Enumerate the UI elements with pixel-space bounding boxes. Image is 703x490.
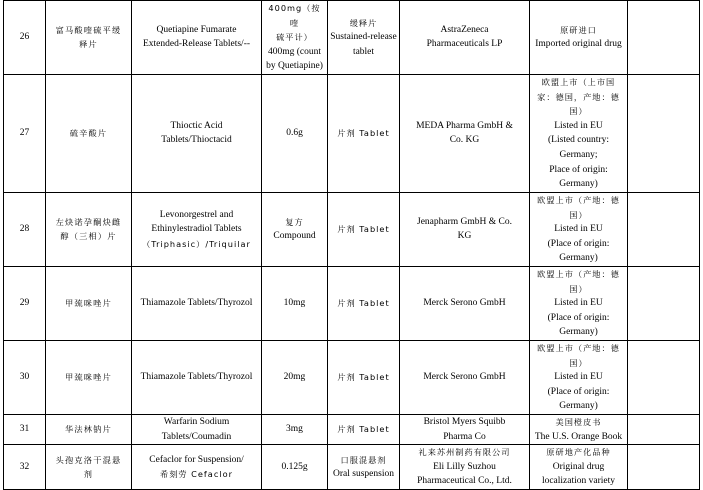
dosage-form-cell (328, 192, 400, 266)
specification-cell (262, 266, 328, 340)
drug-name-english-line: Extended-Release Tablets/-- (142, 39, 251, 50)
dosage-form-line: 缓释片 (349, 17, 378, 28)
specification-line: 400mg (count (267, 46, 322, 57)
license-holder-cell (400, 445, 530, 490)
drug-name-chinese-line: 富马酸喹硫平缓 (55, 24, 122, 35)
drug-name-english-cell (132, 414, 262, 444)
dosage-form-cell (328, 74, 400, 192)
listing-origin-cell (530, 1, 628, 75)
listing-origin-line: Original drug (552, 461, 605, 472)
remark-cell (628, 266, 700, 340)
listing-origin-line: (Listed country: (548, 135, 609, 146)
table-row (4, 1, 700, 75)
drug-name-english-cell (132, 1, 262, 75)
drug-name-chinese-cell (46, 192, 132, 266)
listing-origin-line: 欧盟上市（产地：德 (537, 268, 620, 279)
listing-origin-line: Place of origin: (549, 164, 608, 175)
row-number-cell: 29 (4, 266, 46, 340)
listing-origin-line: 欧盟上市（产地：德 (537, 194, 620, 205)
license-holder-cell (400, 192, 530, 266)
dosage-form-cell (328, 340, 400, 414)
license-holder-line: Merck Serono GmbH (423, 372, 506, 383)
dosage-form-line: Sustained-release (330, 32, 397, 43)
listing-origin-line: Listed in EU (554, 120, 603, 131)
license-holder-line: MEDA Pharma GmbH & (416, 120, 513, 131)
license-holder-line: Merck Serono GmbH (423, 298, 506, 309)
drug-name-english-line: Ethinylestradiol Tablets (151, 224, 242, 235)
listing-origin-line: 原研地产化品种 (546, 447, 611, 458)
table-row (4, 414, 700, 444)
listing-origin-line: Listed in EU (554, 224, 603, 235)
listing-origin-cell (530, 192, 628, 266)
listing-origin-line: Imported original drug (535, 39, 622, 50)
dosage-form-line: 片剂 Tablet (337, 224, 390, 235)
license-holder-cell (400, 1, 530, 75)
listing-origin-line: 国） (569, 283, 588, 294)
license-holder-line: Co. KG (449, 135, 480, 146)
row-number-cell: 28 (4, 192, 46, 266)
specification-line: 10mg (283, 298, 306, 309)
listing-origin-line: (Place of origin: (547, 312, 610, 323)
drug-name-english-line: Tablets/Thioctacid (161, 135, 232, 146)
specification-line: 复方 (285, 216, 304, 227)
listing-origin-line: 欧盟上市（产地：德 (537, 342, 620, 353)
listing-origin-cell (530, 74, 628, 192)
listing-origin-line: Germany) (559, 401, 598, 412)
listing-origin-cell (530, 445, 628, 490)
specification-line: 0.125g (281, 461, 308, 472)
listing-origin-line: 美国橙皮书 (555, 416, 602, 427)
drug-name-english-cell (132, 192, 262, 266)
row-number-cell: 32 (4, 445, 46, 490)
row-number-cell: 30 (4, 340, 46, 414)
remark-cell (628, 414, 700, 444)
specification-cell (262, 1, 328, 75)
license-holder-line: KG (457, 231, 472, 242)
specification-line: 20mg (283, 372, 306, 383)
remark-cell (628, 1, 700, 75)
drug-name-english-cell (132, 340, 262, 414)
table-row (4, 266, 700, 340)
license-holder-cell (400, 266, 530, 340)
drug-name-chinese-line: 剂 (83, 469, 94, 480)
drug-name-chinese-cell (46, 266, 132, 340)
drug-name-chinese-line: 释片 (79, 39, 98, 50)
dosage-form-line: tablet (352, 46, 375, 57)
listing-origin-line: (Place of origin: (547, 386, 610, 397)
drug-name-english-line: Cefaclor for Suspension/ (149, 454, 244, 465)
drug-name-english-cell (132, 266, 262, 340)
row-number-cell: 26 (4, 1, 46, 75)
listing-origin-line: (Place of origin: (547, 238, 610, 249)
specification-line: 0.6g (286, 128, 303, 139)
dosage-form-line: 片剂 Tablet (337, 372, 390, 383)
license-holder-line: Jenapharm GmbH & Co. (417, 216, 512, 227)
table-body (4, 1, 700, 490)
drug-name-chinese-line: 左炔诺孕酮炔雌 (55, 216, 122, 227)
specification-cell (262, 340, 328, 414)
table-row (4, 192, 700, 266)
drug-name-english-cell (132, 445, 262, 490)
dosage-form-line: 片剂 Tablet (337, 128, 390, 139)
license-holder-cell (400, 340, 530, 414)
dosage-form-line: 片剂 Tablet (337, 424, 390, 435)
dosage-form-line: 口服混悬剂 (340, 454, 387, 465)
license-holder-line: Pharmaceuticals LP (426, 39, 503, 50)
listing-origin-line: 国） (569, 209, 588, 220)
drug-name-chinese-line: 醇（三相）片 (60, 231, 117, 242)
dosage-form-line: Oral suspension (333, 469, 394, 480)
listing-origin-line: 家：德国，产地：德 (537, 91, 620, 102)
drug-name-chinese-line: 头孢克洛干混悬 (55, 454, 122, 465)
drug-name-english-cell (132, 74, 262, 192)
listing-origin-line: Germany) (559, 179, 598, 190)
specification-cell (262, 414, 328, 444)
drug-name-english-line: Thiamazole Tablets/Thyrozol (140, 298, 253, 309)
listing-origin-line: The U.S. Orange Book (534, 431, 623, 442)
specification-cell (262, 74, 328, 192)
drug-name-chinese-line: 硫辛酸片 (69, 128, 108, 139)
drug-name-chinese-cell (46, 340, 132, 414)
dosage-form-cell (328, 414, 400, 444)
license-holder-line: Eli Lilly Suzhou (433, 461, 496, 472)
specification-line: 3mg (286, 424, 303, 435)
specification-line: by Quetiapine) (266, 61, 323, 72)
dosage-form-cell (328, 266, 400, 340)
listing-origin-cell (530, 340, 628, 414)
listing-origin-line: Germany; (559, 150, 598, 161)
specification-line: 硫平计） (276, 32, 313, 43)
drug-name-chinese-line: 甲巯咪唑片 (65, 298, 112, 309)
drug-name-english-line: Levonorgestrel and (159, 209, 234, 220)
table-row (4, 445, 700, 490)
drug-name-english-line: Thioctic Acid (170, 120, 223, 131)
listing-origin-line: 国） (569, 106, 588, 117)
dosage-form-line: 片剂 Tablet (337, 298, 390, 309)
drug-name-chinese-cell (46, 414, 132, 444)
specification-line: Compound (273, 231, 316, 242)
listing-origin-cell (530, 266, 628, 340)
table-row (4, 74, 700, 192)
row-number-cell: 27 (4, 74, 46, 192)
remark-cell (628, 340, 700, 414)
remark-cell (628, 192, 700, 266)
table-row (4, 340, 700, 414)
specification-cell (262, 192, 328, 266)
listing-origin-line: Listed in EU (554, 372, 603, 383)
drug-name-chinese-line: 甲巯咪唑片 (65, 372, 112, 383)
drug-name-english-line: Quetiapine Fumarate (156, 24, 237, 35)
listing-origin-line: 原研进口 (560, 24, 597, 35)
license-holder-line: Pharma Co (443, 431, 486, 442)
listing-origin-cell (530, 414, 628, 444)
drug-name-english-line: Thiamazole Tablets/Thyrozol (140, 372, 253, 383)
license-holder-line: AstraZeneca (440, 24, 489, 35)
specification-cell (262, 445, 328, 490)
license-holder-line: Pharmaceutical Co., Ltd. (417, 476, 512, 487)
listing-origin-line: Listed in EU (554, 298, 603, 309)
remark-cell (628, 445, 700, 490)
listing-origin-line: 欧盟上市（上市国 (541, 77, 616, 88)
license-holder-cell (400, 74, 530, 192)
drug-name-chinese-cell (46, 445, 132, 490)
license-holder-line: 礼来苏州制药有限公司 (418, 447, 511, 458)
listing-origin-line: localization variety (541, 476, 616, 487)
drug-name-chinese-cell (46, 1, 132, 75)
specification-line: 400mg（按喹 (268, 3, 321, 28)
listing-origin-line: Germany) (559, 253, 598, 264)
dosage-form-cell (328, 1, 400, 75)
license-holder-cell (400, 414, 530, 444)
listing-origin-line: 国） (569, 357, 588, 368)
drug-name-english-line: （Triphasic）/Triquilar (142, 238, 251, 249)
remark-cell (628, 74, 700, 192)
dosage-form-cell (328, 445, 400, 490)
drug-list-table (3, 0, 700, 490)
drug-name-chinese-cell (46, 74, 132, 192)
license-holder-line: Bristol Myers Squibb (423, 416, 506, 427)
drug-name-chinese-line: 华法林钠片 (65, 424, 112, 435)
listing-origin-line: Germany) (559, 327, 598, 338)
drug-name-english-line: Tablets/Coumadin (161, 431, 232, 442)
drug-name-english-line: Warfarin Sodium (163, 416, 230, 427)
drug-name-english-line: 希刻劳 Cefaclor (160, 469, 233, 480)
row-number-cell: 31 (4, 414, 46, 444)
